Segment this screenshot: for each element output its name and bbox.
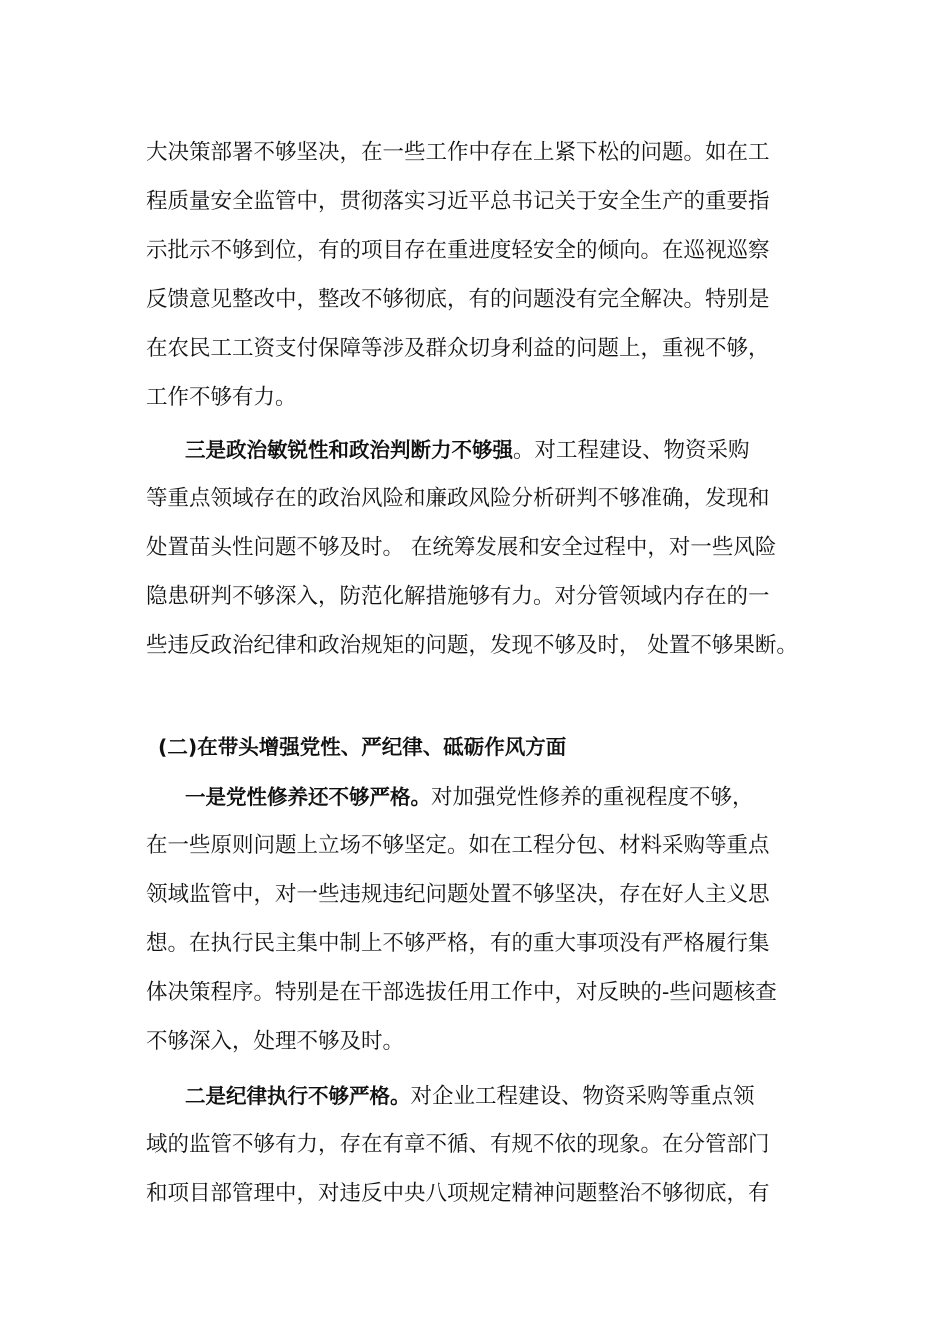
paragraph-lead: 一是党性修养还不够严格。	[185, 785, 431, 809]
text-line: 等重点领域存在的政治风险和廉政风险分析研判不够准确，发现和	[146, 486, 770, 511]
paragraph-lead: 三是政治敏锐性和政治判断力不够强	[185, 438, 513, 462]
section-heading: (二)在带头增强党性、严纪律、砥砺作风方面	[158, 735, 567, 759]
text-line: 和项目部管理中，对违反中央八项规定精神问题整治不够彻底，有	[146, 1181, 770, 1206]
text-line: 体决策程序。特别是在干部选拔任用工作中，对反映的-些问题核查	[146, 980, 777, 1005]
text-line: 领域监管中，对一些违规违纪问题处置不够坚决，存在好人主义思	[146, 882, 770, 907]
text-line: 在农民工工资支付保障等涉及群众切身利益的问题上，重视不够，	[146, 336, 770, 361]
text-line: 处置苗头性问题不够及时。 在统筹发展和安全过程中，对一些风险	[146, 535, 777, 560]
paragraph-first-line	[185, 1081, 755, 1111]
paragraph-first-line	[185, 435, 750, 465]
text-line: 反馈意见整改中，整改不够彻底，有的问题没有完全解决。特别是	[146, 287, 770, 312]
text-line: 不够深入，处理不够及时。	[146, 1029, 405, 1054]
text-line: 想。在执行民主集中制上不够严格，有的重大事项没有严格履行集	[146, 931, 770, 956]
paragraph-text: 。对工程建设、物资采购	[513, 438, 750, 463]
text-line: 示批示不够到位，有的项目存在重进度轻安全的倾向。在巡视巡察	[146, 238, 770, 263]
paragraph-first-line	[185, 782, 754, 812]
text-line: 程质量安全监管中，贯彻落实习近平总书记关于安全生产的重要指	[146, 189, 770, 214]
text-line: 大决策部署不够坚决，在一些工作中存在上紧下松的问题。如在工	[146, 140, 770, 165]
text-line: 隐患研判不够深入，防范化解措施够有力。对分管领域内存在的一	[146, 584, 770, 609]
paragraph-text: 对企业工程建设、物资采购等重点领	[410, 1084, 755, 1109]
paragraph-lead: 二是纪律执行不够严格。	[185, 1084, 411, 1108]
paragraph-text: 对加强党性修养的重视程度不够，	[431, 785, 754, 810]
text-line: 域的监管不够有力，存在有章不循、有规不依的现象。在分管部门	[146, 1132, 770, 1157]
text-line: 工作不够有力。	[146, 385, 297, 410]
text-line: 些违反政治纪律和政治规矩的问题，发现不够及时， 处置不够果断。	[146, 633, 798, 658]
text-line: 在一些原则问题上立场不够坚定。如在工程分包、材料采购等重点	[146, 833, 770, 858]
